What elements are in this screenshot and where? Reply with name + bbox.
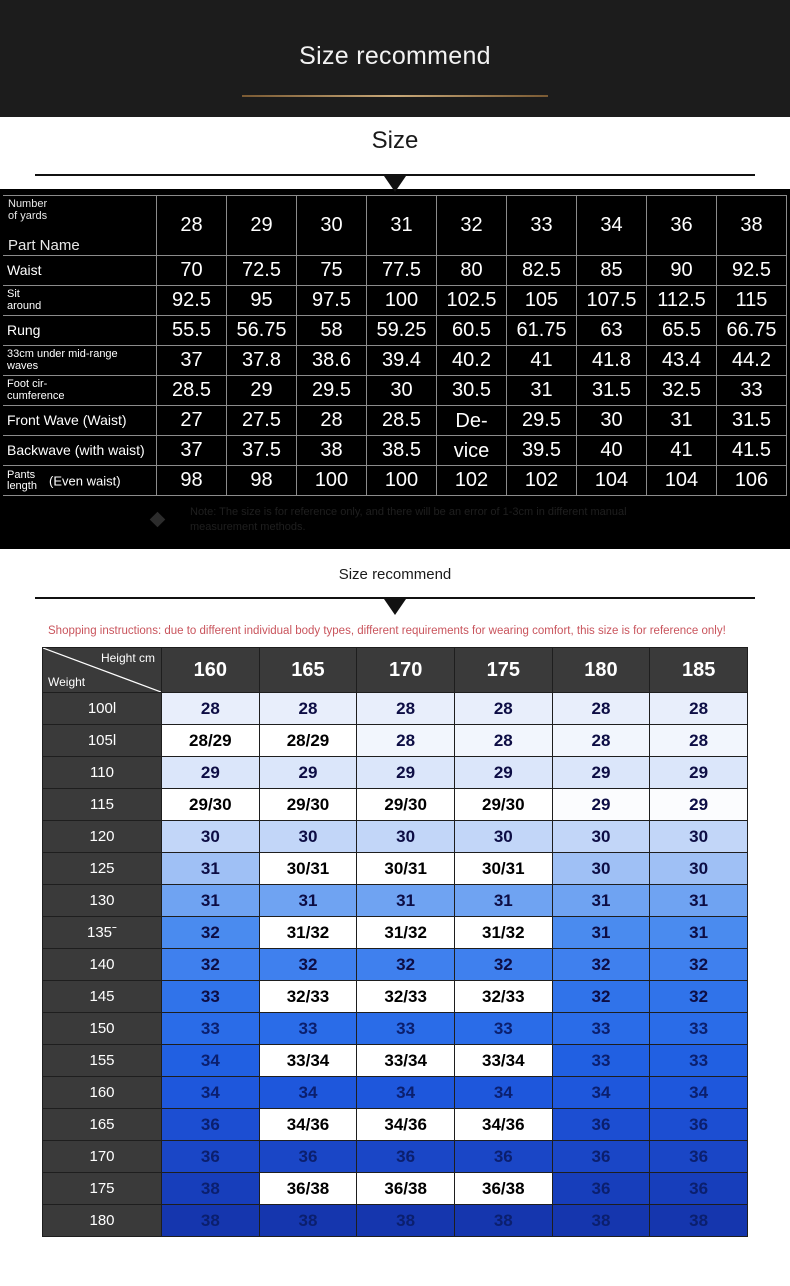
recommended-size-cell: 32 bbox=[162, 949, 260, 981]
measurement-value-cell: 31.5 bbox=[717, 406, 787, 436]
table-row bbox=[3, 466, 787, 496]
recommended-size-cell: 30/31 bbox=[454, 853, 552, 885]
measurement-value-cell: 30 bbox=[367, 376, 437, 406]
measurement-value-cell: 28 bbox=[297, 406, 367, 436]
recommended-size-cell: 32 bbox=[650, 981, 748, 1013]
height-weight-size-table bbox=[42, 647, 748, 1237]
measurement-value-cell: De- bbox=[437, 406, 507, 436]
height-column-header: 180 bbox=[552, 648, 650, 693]
measurement-value-cell: 106 bbox=[717, 466, 787, 496]
height-column-header: 160 bbox=[162, 648, 260, 693]
measurement-note bbox=[0, 500, 790, 548]
recommended-size-cell: 30 bbox=[650, 853, 748, 885]
measurement-value-cell: 72.5 bbox=[227, 256, 297, 286]
measurement-value-cell: 38.6 bbox=[297, 346, 367, 376]
measurement-row-label: Waist bbox=[3, 256, 157, 286]
recommended-size-cell: 31/32 bbox=[259, 917, 357, 949]
recommended-size-cell: 29 bbox=[357, 757, 455, 789]
recommended-size-cell: 36 bbox=[454, 1141, 552, 1173]
recommended-size-cell: 34 bbox=[454, 1077, 552, 1109]
weight-row-label: 120 bbox=[43, 821, 162, 853]
recommend-table-container bbox=[0, 639, 790, 1237]
recommended-size-cell: 38 bbox=[259, 1205, 357, 1237]
measurement-value-cell: 39.4 bbox=[367, 346, 437, 376]
size-chart-dark-section bbox=[0, 0, 790, 549]
measurement-value-cell: 37 bbox=[157, 436, 227, 466]
measurement-value-cell: 38 bbox=[297, 436, 367, 466]
table-row bbox=[43, 757, 748, 789]
recommended-size-cell: 29 bbox=[650, 757, 748, 789]
weight-row-label: 115 bbox=[43, 789, 162, 821]
recommended-size-cell: 36 bbox=[162, 1141, 260, 1173]
recommended-size-cell: 29/30 bbox=[259, 789, 357, 821]
measurement-value-cell: 28.5 bbox=[157, 376, 227, 406]
recommended-size-cell: 34 bbox=[162, 1045, 260, 1077]
table-row bbox=[43, 917, 748, 949]
size-column-header: 31 bbox=[367, 196, 437, 256]
measurement-value-cell: 112.5 bbox=[647, 286, 717, 316]
measurement-value-cell: 33 bbox=[717, 376, 787, 406]
weight-row-label: 180 bbox=[43, 1205, 162, 1237]
size-column-header: 29 bbox=[227, 196, 297, 256]
weight-axis-label: Weight bbox=[48, 675, 86, 690]
corner-part-name: Part Name bbox=[8, 236, 80, 254]
weight-row-label: 125 bbox=[43, 853, 162, 885]
weight-row-label: 105l bbox=[43, 725, 162, 757]
measurement-value-cell: 28.5 bbox=[367, 406, 437, 436]
recommended-size-cell: 32 bbox=[454, 949, 552, 981]
recommended-size-cell: 28 bbox=[357, 693, 455, 725]
table-row bbox=[3, 376, 787, 406]
recommended-size-cell: 38 bbox=[162, 1205, 260, 1237]
recommended-size-cell: 30 bbox=[552, 821, 650, 853]
chevron-down-icon-2 bbox=[384, 599, 406, 615]
weight-row-label: 145 bbox=[43, 981, 162, 1013]
table-row bbox=[43, 949, 748, 981]
chevron-down-icon bbox=[384, 176, 406, 192]
height-weight-corner-cell bbox=[43, 648, 162, 693]
recommended-size-cell: 30 bbox=[650, 821, 748, 853]
size-table-container bbox=[0, 189, 790, 496]
recommended-size-cell: 28 bbox=[650, 693, 748, 725]
size-section-header bbox=[0, 117, 790, 189]
recommended-size-cell: 30 bbox=[162, 821, 260, 853]
recommended-size-cell: 33/34 bbox=[454, 1045, 552, 1077]
measurement-value-cell: 30.5 bbox=[437, 376, 507, 406]
page-title: Size recommend bbox=[299, 42, 491, 70]
measurement-value-cell: 104 bbox=[647, 466, 717, 496]
weight-row-label: 100l bbox=[43, 693, 162, 725]
recommended-size-cell: 31 bbox=[552, 917, 650, 949]
recommended-size-cell: 33 bbox=[259, 1013, 357, 1045]
recommended-size-cell: 28 bbox=[454, 725, 552, 757]
weight-row-label: 160 bbox=[43, 1077, 162, 1109]
measurement-value-cell: 43.4 bbox=[647, 346, 717, 376]
measurement-row-label: Foot cir- cumference bbox=[3, 376, 157, 406]
recommended-size-cell: 36 bbox=[552, 1173, 650, 1205]
recommended-size-cell: 29/30 bbox=[162, 789, 260, 821]
pants-length-note: (Even waist) bbox=[49, 472, 121, 488]
recommended-size-cell: 31 bbox=[650, 917, 748, 949]
height-column-header: 170 bbox=[357, 648, 455, 693]
measurement-value-cell: 65.5 bbox=[647, 316, 717, 346]
height-column-header: 175 bbox=[454, 648, 552, 693]
weight-row-label: 175 bbox=[43, 1173, 162, 1205]
measurement-value-cell: 44.2 bbox=[717, 346, 787, 376]
weight-row-label: 140 bbox=[43, 949, 162, 981]
measurement-value-cell: 40 bbox=[577, 436, 647, 466]
recommended-size-cell: 36/38 bbox=[454, 1173, 552, 1205]
recommended-size-cell: 32/33 bbox=[259, 981, 357, 1013]
recommended-size-cell: 31 bbox=[162, 885, 260, 917]
measurement-value-cell: 40.2 bbox=[437, 346, 507, 376]
recommended-size-cell: 33 bbox=[650, 1045, 748, 1077]
recommended-size-cell: 34 bbox=[552, 1077, 650, 1109]
recommended-size-cell: 33 bbox=[162, 1013, 260, 1045]
measurement-value-cell: 100 bbox=[297, 466, 367, 496]
recommended-size-cell: 28 bbox=[454, 693, 552, 725]
measurement-value-cell: 38.5 bbox=[367, 436, 437, 466]
recommended-size-cell: 30 bbox=[552, 853, 650, 885]
size-column-header: 36 bbox=[647, 196, 717, 256]
recommended-size-cell: 38 bbox=[162, 1173, 260, 1205]
measurement-value-cell: 100 bbox=[367, 466, 437, 496]
recommended-size-cell: 36 bbox=[650, 1109, 748, 1141]
recommended-size-cell: 28 bbox=[259, 693, 357, 725]
measurement-value-cell: 29.5 bbox=[507, 406, 577, 436]
table-row bbox=[3, 316, 787, 346]
measurement-value-cell: 77.5 bbox=[367, 256, 437, 286]
recommended-size-cell: 34 bbox=[259, 1077, 357, 1109]
measurement-value-cell: 37.5 bbox=[227, 436, 297, 466]
recommended-size-cell: 29 bbox=[454, 757, 552, 789]
recommended-size-cell: 36 bbox=[650, 1173, 748, 1205]
measurement-value-cell: 61.75 bbox=[507, 316, 577, 346]
measurement-value-cell: 70 bbox=[157, 256, 227, 286]
measurement-value-cell: 29.5 bbox=[297, 376, 367, 406]
measurement-row-label: Front Wave (Waist) bbox=[3, 406, 157, 436]
height-column-header: 185 bbox=[650, 648, 748, 693]
table-row bbox=[3, 256, 787, 286]
recommended-size-cell: 32 bbox=[650, 949, 748, 981]
measurement-value-cell: 37 bbox=[157, 346, 227, 376]
size-recommend-title: Size recommend bbox=[338, 566, 452, 583]
measurement-value-cell: 39.5 bbox=[507, 436, 577, 466]
weight-row-label: 165 bbox=[43, 1109, 162, 1141]
measurement-value-cell: 85 bbox=[577, 256, 647, 286]
recommend-header-row bbox=[43, 648, 748, 693]
shopping-instructions-text: Shopping instructions: due to different individual body types, different requirements for wearing comfort, this size is for reference only! bbox=[48, 625, 726, 637]
recommended-size-cell: 36 bbox=[552, 1141, 650, 1173]
recommended-size-cell: 31 bbox=[552, 885, 650, 917]
recommended-size-cell: 33 bbox=[552, 1013, 650, 1045]
recommended-size-cell: 33 bbox=[552, 1045, 650, 1077]
size-column-header: 30 bbox=[297, 196, 367, 256]
recommended-size-cell: 34/36 bbox=[454, 1109, 552, 1141]
size-recommend-section bbox=[0, 549, 790, 1237]
table-row bbox=[3, 346, 787, 376]
table-row bbox=[3, 406, 787, 436]
measurement-value-cell: 90 bbox=[647, 256, 717, 286]
pants-length-label: Pants length bbox=[7, 468, 37, 492]
recommended-size-cell: 36 bbox=[552, 1109, 650, 1141]
measurement-value-cell: 41 bbox=[507, 346, 577, 376]
recommended-size-cell: 31 bbox=[454, 885, 552, 917]
recommended-size-cell: 34 bbox=[650, 1077, 748, 1109]
measurement-row-label: 33cm under mid-range waves bbox=[3, 346, 157, 376]
recommended-size-cell: 31 bbox=[259, 885, 357, 917]
recommended-size-cell: 30 bbox=[259, 821, 357, 853]
size-table-corner-cell bbox=[3, 196, 157, 256]
measurement-value-cell: 27 bbox=[157, 406, 227, 436]
measurement-value-cell: 60.5 bbox=[437, 316, 507, 346]
recommended-size-cell: 34 bbox=[357, 1077, 455, 1109]
table-row bbox=[43, 693, 748, 725]
recommended-size-cell: 36 bbox=[357, 1141, 455, 1173]
measurement-value-cell: 31.5 bbox=[577, 376, 647, 406]
height-axis-label: Height cm bbox=[100, 651, 155, 666]
table-header-row bbox=[3, 196, 787, 256]
recommended-size-cell: 36/38 bbox=[357, 1173, 455, 1205]
measurement-value-cell: 98 bbox=[227, 466, 297, 496]
size-column-header: 28 bbox=[157, 196, 227, 256]
recommended-size-cell: 31 bbox=[162, 853, 260, 885]
measurement-value-cell: 104 bbox=[577, 466, 647, 496]
measurement-row-label bbox=[3, 466, 157, 496]
table-row bbox=[43, 1141, 748, 1173]
recommended-size-cell: 33 bbox=[454, 1013, 552, 1045]
recommended-size-cell: 34 bbox=[162, 1077, 260, 1109]
recommended-size-cell: 36/38 bbox=[259, 1173, 357, 1205]
size-column-header: 34 bbox=[577, 196, 647, 256]
measurement-value-cell: 41.8 bbox=[577, 346, 647, 376]
recommended-size-cell: 31/32 bbox=[454, 917, 552, 949]
recommended-size-cell: 28/29 bbox=[259, 725, 357, 757]
measurement-value-cell: 63 bbox=[577, 316, 647, 346]
table-row bbox=[43, 1013, 748, 1045]
recommended-size-cell: 33/34 bbox=[357, 1045, 455, 1077]
weight-row-label: 110 bbox=[43, 757, 162, 789]
recommended-size-cell: 29 bbox=[162, 757, 260, 789]
measurement-value-cell: 66.75 bbox=[717, 316, 787, 346]
measurement-value-cell: 27.5 bbox=[227, 406, 297, 436]
table-row bbox=[43, 1205, 748, 1237]
weight-row-label: 170 bbox=[43, 1141, 162, 1173]
measurement-value-cell: 107.5 bbox=[577, 286, 647, 316]
recommended-size-cell: 38 bbox=[454, 1205, 552, 1237]
size-column-header: 32 bbox=[437, 196, 507, 256]
recommended-size-cell: 31 bbox=[650, 885, 748, 917]
measurement-value-cell: 98 bbox=[157, 466, 227, 496]
recommended-size-cell: 29 bbox=[650, 789, 748, 821]
recommended-size-cell: 38 bbox=[357, 1205, 455, 1237]
recommended-size-cell: 32 bbox=[162, 917, 260, 949]
measurement-value-cell: 102.5 bbox=[437, 286, 507, 316]
measurement-value-cell: 31 bbox=[647, 406, 717, 436]
measurement-value-cell: 41 bbox=[647, 436, 717, 466]
recommended-size-cell: 33/34 bbox=[259, 1045, 357, 1077]
size-section-title: Size bbox=[371, 127, 419, 154]
recommended-size-cell: 33 bbox=[162, 981, 260, 1013]
measurement-value-cell: 37.8 bbox=[227, 346, 297, 376]
table-row bbox=[43, 1109, 748, 1141]
recommended-size-cell: 28/29 bbox=[162, 725, 260, 757]
measurement-value-cell: 55.5 bbox=[157, 316, 227, 346]
recommended-size-cell: 38 bbox=[650, 1205, 748, 1237]
size-column-header: 33 bbox=[507, 196, 577, 256]
recommended-size-cell: 28 bbox=[552, 725, 650, 757]
recommended-size-cell: 38 bbox=[552, 1205, 650, 1237]
measurement-row-label: Backwave (with waist) bbox=[3, 436, 157, 466]
weight-row-label: 150 bbox=[43, 1013, 162, 1045]
recommended-size-cell: 30 bbox=[357, 821, 455, 853]
measurement-value-cell: 75 bbox=[297, 256, 367, 286]
measurement-value-cell: 92.5 bbox=[157, 286, 227, 316]
recommended-size-cell: 28 bbox=[357, 725, 455, 757]
recommended-size-cell: 29 bbox=[552, 757, 650, 789]
weight-row-label: 130 bbox=[43, 885, 162, 917]
recommended-size-cell: 30 bbox=[454, 821, 552, 853]
page-header bbox=[0, 0, 790, 117]
recommended-size-cell: 30/31 bbox=[259, 853, 357, 885]
recommended-size-cell: 29/30 bbox=[357, 789, 455, 821]
recommended-size-cell: 36 bbox=[259, 1141, 357, 1173]
recommend-divider bbox=[0, 583, 790, 617]
recommended-size-cell: 32/33 bbox=[357, 981, 455, 1013]
measurement-value-cell: 97.5 bbox=[297, 286, 367, 316]
recommended-size-cell: 32 bbox=[259, 949, 357, 981]
measurement-value-cell: 105 bbox=[507, 286, 577, 316]
measurement-value-cell: 58 bbox=[297, 316, 367, 346]
height-column-header: 165 bbox=[259, 648, 357, 693]
recommended-size-cell: 28 bbox=[650, 725, 748, 757]
size-column-header: 38 bbox=[717, 196, 787, 256]
recommended-size-cell: 34/36 bbox=[357, 1109, 455, 1141]
recommended-size-cell: 34/36 bbox=[259, 1109, 357, 1141]
weight-row-label: 155 bbox=[43, 1045, 162, 1077]
measurement-value-cell: 32.5 bbox=[647, 376, 717, 406]
measurement-value-cell: 59.25 bbox=[367, 316, 437, 346]
size-measurement-table bbox=[3, 195, 787, 496]
recommended-size-cell: 28 bbox=[162, 693, 260, 725]
measurement-value-cell: 41.5 bbox=[717, 436, 787, 466]
measurement-note-text: Note: The size is for reference only, and there will be an error of 1-3cm in different manual measurement methods. bbox=[190, 506, 627, 533]
recommended-size-cell: 29 bbox=[552, 789, 650, 821]
header-accent-rule bbox=[242, 95, 548, 97]
measurement-value-cell: 30 bbox=[577, 406, 647, 436]
recommended-size-cell: 30/31 bbox=[357, 853, 455, 885]
recommended-size-cell: 29 bbox=[259, 757, 357, 789]
recommended-size-cell: 29/30 bbox=[454, 789, 552, 821]
recommended-size-cell: 33 bbox=[650, 1013, 748, 1045]
table-row bbox=[3, 286, 787, 316]
table-row bbox=[43, 1173, 748, 1205]
measurement-value-cell: 92.5 bbox=[717, 256, 787, 286]
table-row bbox=[43, 981, 748, 1013]
measurement-value-cell: 100 bbox=[367, 286, 437, 316]
diamond-bullet-icon bbox=[150, 512, 166, 528]
table-row bbox=[43, 853, 748, 885]
table-row bbox=[3, 436, 787, 466]
table-row bbox=[43, 1077, 748, 1109]
weight-row-label: 135ˉ bbox=[43, 917, 162, 949]
recommended-size-cell: 32 bbox=[552, 981, 650, 1013]
recommended-size-cell: 31 bbox=[357, 885, 455, 917]
recommended-size-cell: 31/32 bbox=[357, 917, 455, 949]
recommended-size-cell: 32/33 bbox=[454, 981, 552, 1013]
table-row bbox=[43, 725, 748, 757]
recommended-size-cell: 36 bbox=[650, 1141, 748, 1173]
measurement-value-cell: 102 bbox=[507, 466, 577, 496]
recommended-size-cell: 36 bbox=[162, 1109, 260, 1141]
measurement-value-cell: 95 bbox=[227, 286, 297, 316]
measurement-value-cell: 56.75 bbox=[227, 316, 297, 346]
measurement-value-cell: 80 bbox=[437, 256, 507, 286]
recommended-size-cell: 28 bbox=[552, 693, 650, 725]
measurement-row-label: Sit around bbox=[3, 286, 157, 316]
measurement-value-cell: 29 bbox=[227, 376, 297, 406]
table-row bbox=[43, 821, 748, 853]
recommended-size-cell: 33 bbox=[357, 1013, 455, 1045]
table-row bbox=[43, 885, 748, 917]
recommended-size-cell: 32 bbox=[357, 949, 455, 981]
measurement-value-cell: 115 bbox=[717, 286, 787, 316]
measurement-row-label: Rung bbox=[3, 316, 157, 346]
table-row bbox=[43, 789, 748, 821]
recommended-size-cell: 32 bbox=[552, 949, 650, 981]
table-row bbox=[43, 1045, 748, 1077]
measurement-value-cell: 102 bbox=[437, 466, 507, 496]
measurement-value-cell: 31 bbox=[507, 376, 577, 406]
measurement-value-cell: 82.5 bbox=[507, 256, 577, 286]
corner-number-of-yards: Number of yards bbox=[8, 198, 48, 222]
measurement-value-cell: vice bbox=[437, 436, 507, 466]
